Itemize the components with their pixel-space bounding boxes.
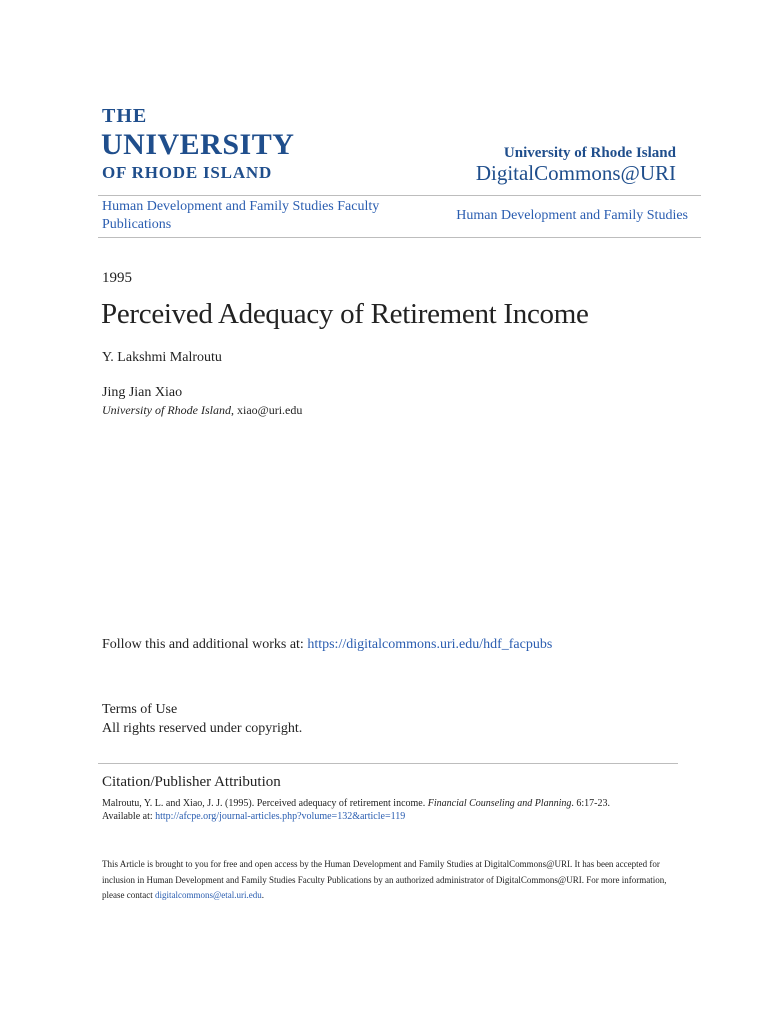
affiliation-email: , xiao@uri.edu [230, 403, 303, 417]
terms-text: All rights reserved under copyright. [102, 721, 303, 736]
logo-university: UNIVERSITY [101, 128, 295, 161]
repository-name: DigitalCommons@URI [475, 161, 676, 185]
publication-year: 1995 [102, 270, 132, 286]
author-name: Y. Lakshmi Malroutu [102, 350, 222, 365]
author-affiliation [102, 403, 302, 418]
citation-journal: Financial Counseling and Planning [427, 798, 572, 809]
collection-link[interactable]: Human Development and Family Studies Faculty Publications [102, 199, 380, 232]
terms-heading: Terms of Use [102, 702, 178, 717]
citation-heading: Citation/Publisher Attribution [102, 774, 281, 790]
contact-email-link[interactable]: digitalcommons@etal.uri.edu [154, 890, 262, 900]
header-divider-bottom [98, 237, 701, 238]
follow-line [102, 637, 552, 653]
repository-institution: University of Rhode Island [503, 145, 676, 161]
footer-text: This Article is brought to you for free and open access by the Human Development and Family Studies at DigitalCommons@URI. It has been accepted for inclusion in Human Development and Family Studies Faculty Publications by an authorized administrator of DigitalCommons@URI. For more information, please contact [102, 859, 667, 900]
follow-link[interactable]: https://digitalcommons.uri.edu/hdf_facpubs [307, 637, 553, 652]
header-divider-top [98, 195, 701, 196]
citation-reference: Malroutu, Y. L. and Xiao, J. J. (1995). Perceived adequacy of retirement income. [102, 798, 428, 809]
affiliation-institution: University of Rhode Island [102, 403, 231, 417]
available-label: Available at: [102, 811, 156, 822]
footer-notice [102, 857, 672, 904]
follow-label: Follow this and additional works at: [102, 637, 308, 652]
department-link[interactable]: Human Development and Family Studies [456, 208, 688, 223]
citation-pages: . 6:17-23. [571, 798, 610, 809]
logo-the: THE [102, 105, 148, 127]
citation-text [102, 797, 702, 823]
article-title: Perceived Adequacy of Retirement Income [101, 298, 589, 330]
author-name: Jing Jian Xiao [102, 385, 183, 400]
citation-divider [98, 763, 678, 764]
footer-end: . [261, 890, 264, 900]
logo-of-rhode-island: OF RHODE ISLAND [102, 163, 273, 182]
available-link[interactable]: http://afcpe.org/journal-articles.php?volume=132&article=119 [155, 811, 406, 822]
